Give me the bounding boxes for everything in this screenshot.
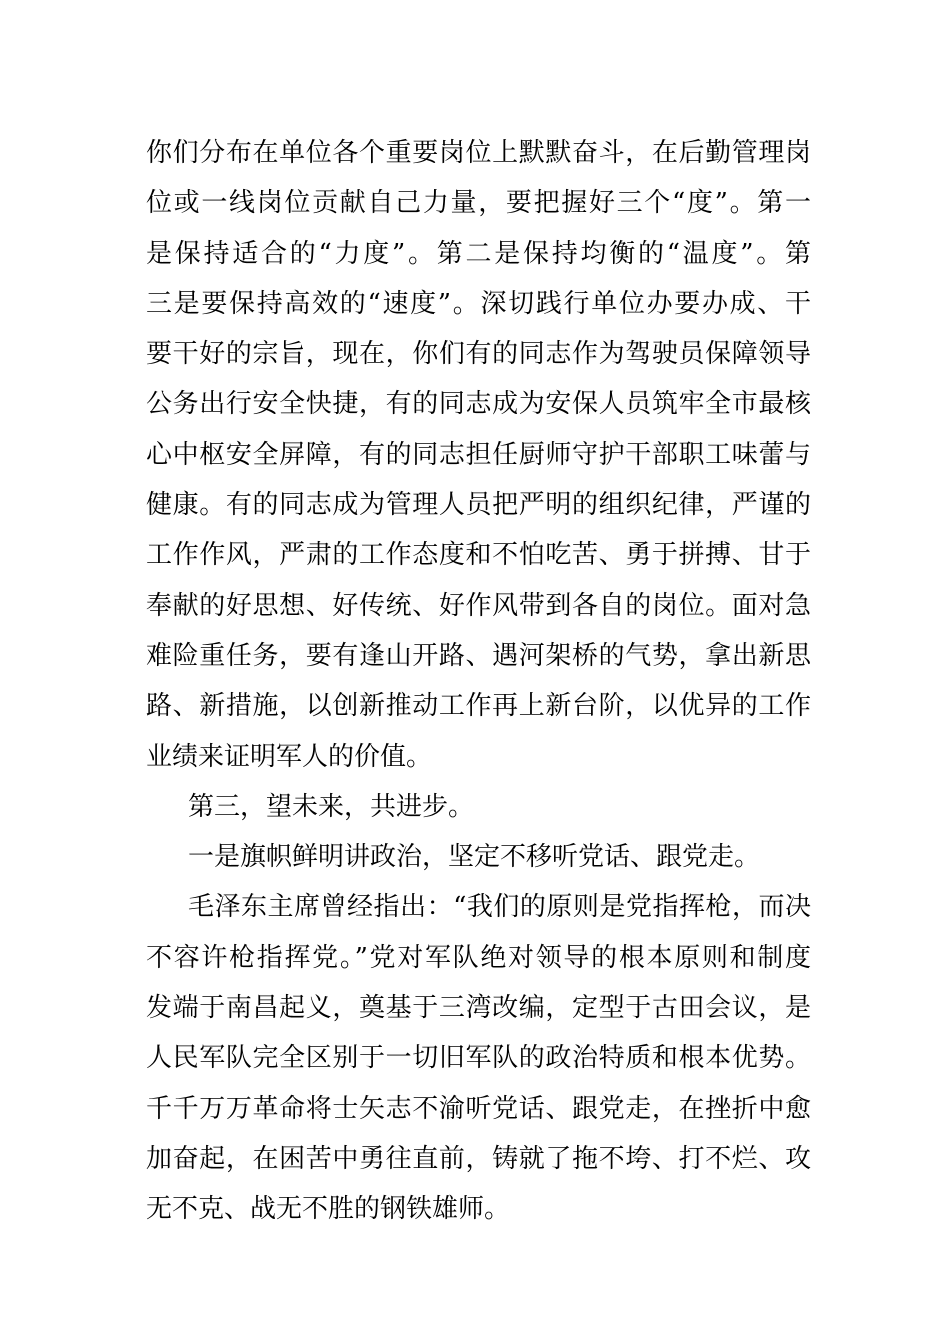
text-line: 奉献的好思想、好传统、好作风带到各自的岗位。面对急	[146, 590, 811, 621]
text-line: 健康。有的同志成为管理人员把严明的组织纪律，严谨的	[146, 490, 811, 521]
paragraph	[146, 882, 811, 1234]
text-line: 工作作风，严肃的工作态度和不怕吃苦、勇于拼搏、甘于	[146, 540, 811, 571]
text-line: 毛泽东主席曾经指出：“我们的原则是党指挥枪，而决	[188, 892, 811, 923]
text-line: 心中枢安全屏障，有的同志担任厨师守护干部职工味蕾与	[146, 439, 811, 470]
text-line: 路、新措施，以创新推动工作再上新台阶，以优异的工作	[146, 691, 811, 722]
text-line: 千千万万革命将士矢志不渝听党话、跟党走，在挫折中愈	[146, 1093, 811, 1124]
text-line: 业绩来证明军人的价值。	[146, 741, 433, 772]
text-line: 第三，望未来，共进步。	[188, 791, 475, 822]
text-line: 公务出行安全快捷，有的同志成为安保人员筑牢全市最核	[146, 389, 811, 420]
text-line: 你们分布在单位各个重要岗位上默默奋斗，在后勤管理岗	[146, 138, 811, 168]
text-line: 三是要保持高效的“速度”。深切践行单位办要办成、干	[146, 288, 811, 319]
document-body	[146, 128, 811, 1235]
text-line: 是保持适合的“力度”。第二是保持均衡的“温度”。第	[146, 238, 811, 269]
text-line: 不容许枪指挥党。”党对军队绝对领导的根本原则和制度	[146, 942, 811, 973]
text-line: 要干好的宗旨，现在，你们有的同志作为驾驶员保障领导	[146, 339, 811, 370]
text-line: 难险重任务，要有逢山开路、遇河架桥的气势，拿出新思	[146, 640, 811, 671]
text-line: 一是旗帜鲜明讲政治，坚定不移听党话、跟党走。	[188, 842, 761, 873]
text-line: 加奋起，在困苦中勇往直前，铸就了拖不垮、打不烂、攻	[146, 1143, 811, 1174]
section-heading	[146, 782, 811, 832]
paragraph	[146, 128, 811, 782]
text-line: 无不克、战无不胜的钢铁雄师。	[146, 1194, 511, 1225]
sub-heading	[146, 832, 811, 882]
text-line: 位或一线岗位贡献自己力量，要把握好三个“度”。第一	[146, 188, 811, 219]
text-line: 人民军队完全区别于一切旧军队的政治特质和根本优势。	[146, 1043, 811, 1074]
text-line: 发端于南昌起义，奠基于三湾改编，定型于古田会议，是	[146, 993, 811, 1024]
